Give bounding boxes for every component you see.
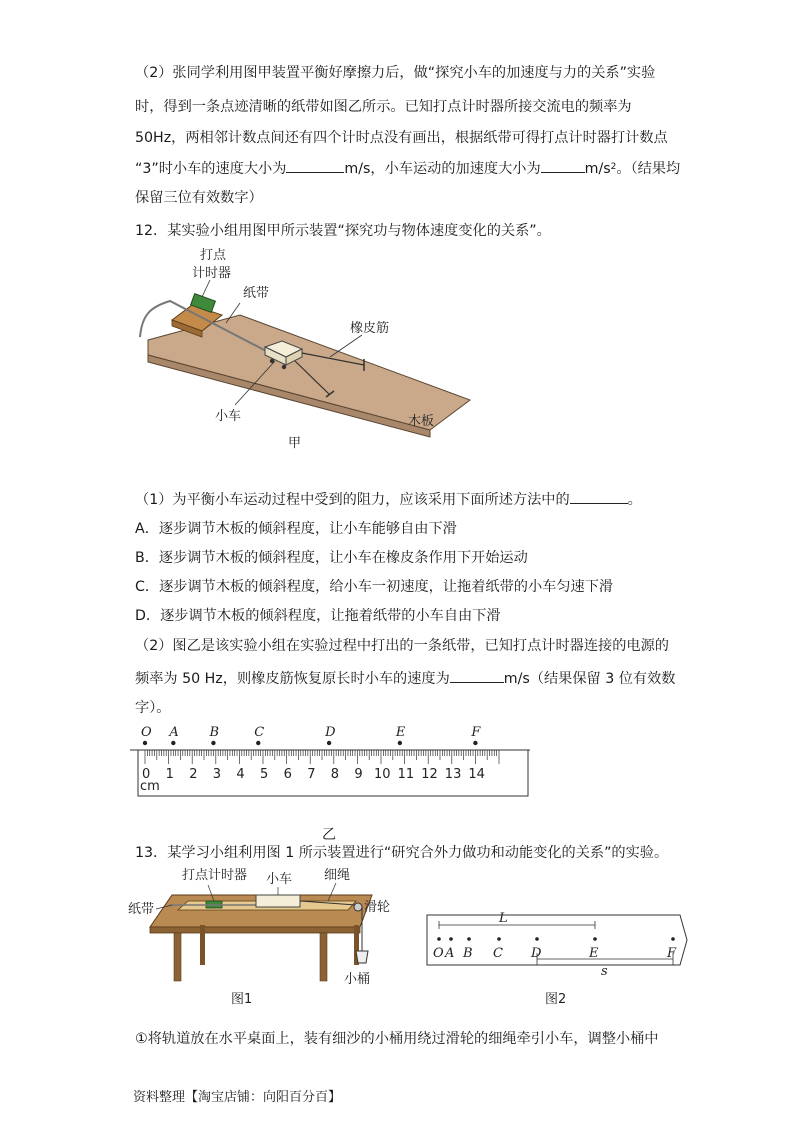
figure-1-caption: 图1 — [231, 992, 253, 1007]
ruler-tick-label: 2 — [189, 767, 198, 782]
q11-text-a: “3”时小车的速度大小为 — [135, 161, 287, 177]
q12-part1-end: 。 — [627, 492, 642, 508]
q11-unit: m/s — [584, 161, 611, 177]
fig1-label-timer: 打点计时器 — [182, 868, 248, 883]
q11-part2-line5: 保留三位有效数字） — [135, 190, 263, 206]
tape-point-A — [171, 741, 175, 745]
figure-1-apparatus — [128, 865, 391, 1015]
figure-yi — [130, 722, 530, 822]
q12-part2-line3: 字）。 — [135, 700, 171, 716]
ruler-tick-label: 0 — [142, 767, 151, 782]
fig1-label-pulley: 滑轮 — [364, 900, 391, 915]
tape-point-C — [256, 741, 260, 745]
ruler-unit: cm — [140, 779, 160, 794]
fig2-point-D — [535, 937, 539, 941]
ruler-tick-label: 6 — [283, 767, 292, 782]
figure-2-caption: 图2 — [545, 992, 567, 1007]
tape-point-D — [327, 741, 331, 745]
fig1-label-bucket: 小桶 — [344, 972, 371, 987]
q13-stem: 13．某学习小组利用图 1 所示装置进行“研究合外力做功和动能变化的关系”的实验。 — [135, 845, 669, 861]
q12-stem: 12．某实验小组用图甲所示装置“探究功与物体速度变化的关系”。 — [135, 223, 551, 239]
figure-yi-caption: 乙 — [322, 827, 336, 843]
tape-point-label: A — [169, 725, 179, 740]
q11-part2-line2: 时，得到一条点迹清晰的纸带如图乙所示。已知打点计时器所接交流电的频率为 — [135, 99, 632, 115]
fig2-point-label: A — [445, 946, 455, 961]
pulley — [354, 903, 362, 911]
cart-box — [256, 895, 300, 907]
figure-2-tape — [425, 895, 695, 1015]
ruler-tick-label: 13 — [444, 767, 462, 782]
fig2-point-E — [593, 937, 597, 941]
q12-part2-line1: （2）图乙是该实验小组在实验过程中打出的一条纸带，已知打点计时器连接的电源的 — [135, 638, 669, 654]
label-L: L — [499, 911, 508, 926]
label-timer-2: 计时器 — [192, 266, 232, 281]
tape-point-label: F — [471, 725, 481, 740]
fig2-point-A — [449, 937, 453, 941]
ruler-tick-label: 5 — [260, 767, 269, 782]
answer-blank-cart-velocity[interactable] — [450, 667, 504, 683]
fig2-point-label: F — [667, 946, 677, 961]
tape-point-label: B — [209, 725, 220, 740]
option-a: A．逐步调节木板的倾斜程度，让小车能够自由下滑 — [135, 521, 457, 537]
figure-jia-caption: 甲 — [288, 436, 302, 451]
fig2-point-F — [671, 937, 675, 941]
answer-blank-acceleration[interactable] — [541, 157, 585, 173]
label-tape: 纸带 — [243, 286, 270, 301]
figure-jia — [130, 245, 480, 460]
q11-text-e: 。（结果均 — [616, 161, 681, 177]
fig2-point-label: E — [589, 946, 599, 961]
fig2-point-label: C — [493, 946, 503, 961]
ruler-tick-label: 14 — [468, 767, 485, 782]
table-leg — [174, 933, 181, 981]
q13-step1: ①将轨道放在水平桌面上，装有细沙的小桶用绕过滑轮的细绳牵引小车，调整小桶中 — [135, 1031, 659, 1047]
label-cart: 小车 — [215, 409, 242, 424]
q11-part2-line1: （2）张同学利用图甲装置平衡好摩擦力后，做“探究小车的加速度与力的关系”实验 — [135, 65, 656, 81]
option-d: D．逐步调节木板的倾斜程度，让拖着纸带的小车自由下滑 — [135, 608, 501, 624]
label-timer-1: 打点 — [200, 248, 227, 263]
answer-blank-velocity[interactable] — [286, 157, 344, 173]
bucket — [356, 951, 368, 963]
q12-part2-text-a: 频率为 50 Hz，则橡皮筋恢复原长时小车的速度为 — [135, 671, 450, 687]
ruler-tick-label: 9 — [354, 767, 363, 782]
answer-blank-method[interactable] — [570, 488, 628, 504]
ruler-tick-label: 8 — [330, 767, 340, 782]
tape-point-B — [211, 741, 215, 745]
tape-point-F — [473, 741, 477, 745]
ruler-tick-label: 11 — [397, 767, 415, 782]
fig2-point-O — [437, 937, 441, 941]
label-rubber-band: 橡皮筋 — [350, 321, 390, 336]
footer: 资料整理【淘宝店铺：向阳百分百】 — [133, 1090, 342, 1105]
tape-point-label: C — [254, 725, 265, 740]
q11-part2-line3: 50Hz，两相邻计数点间还有四个计时点没有画出，根据纸带可得打点计时器打计数点 — [135, 130, 668, 146]
label-s: s — [601, 964, 608, 979]
fig2-point-label: D — [531, 946, 542, 961]
label-board: 木板 — [408, 414, 435, 429]
tape-point-label: O — [141, 725, 152, 740]
ruler-tick-label: 7 — [307, 767, 316, 782]
q11-unit-exponent: 2 — [610, 162, 617, 172]
q12-part2-line2 — [135, 667, 676, 689]
option-c: C．逐步调节木板的倾斜程度，给小车一初速度，让拖着纸带的小车匀速下滑 — [135, 579, 614, 595]
q11-part2-line4 — [135, 157, 680, 179]
q11-text-b: m/s，小车运动的加速度大小为 — [344, 161, 541, 177]
q12-part1 — [135, 488, 642, 510]
q12-part1-text: （1）为平衡小车运动过程中受到的阻力，应该采用下面所述方法中的 — [135, 492, 570, 508]
fig2-point-label: O — [433, 946, 444, 961]
option-b: B．逐步调节木板的倾斜程度，让小车在橡皮条作用下开始运动 — [135, 550, 528, 566]
fig1-label-rope: 细绳 — [324, 868, 351, 883]
ruler-tick-label: 1 — [165, 767, 174, 782]
ruler-tick-label: 10 — [374, 767, 391, 782]
fig2-point-label: B — [463, 946, 473, 961]
ruler-tick-label: 4 — [236, 767, 245, 782]
ruler-tick-label: 3 — [212, 767, 222, 782]
q12-part2-text-b: m/s（结果保留 3 位有效数 — [503, 671, 676, 687]
ruler-tick-label: 12 — [421, 767, 438, 782]
fig2-point-B — [467, 937, 471, 941]
fig1-label-tape: 纸带 — [128, 902, 155, 917]
tape-point-O — [143, 741, 147, 745]
tape-point-label: D — [325, 725, 336, 740]
tape-point-E — [398, 741, 402, 745]
tape-point-label: E — [395, 725, 406, 740]
fig1-label-cart: 小车 — [266, 872, 293, 887]
fig2-point-C — [497, 937, 501, 941]
